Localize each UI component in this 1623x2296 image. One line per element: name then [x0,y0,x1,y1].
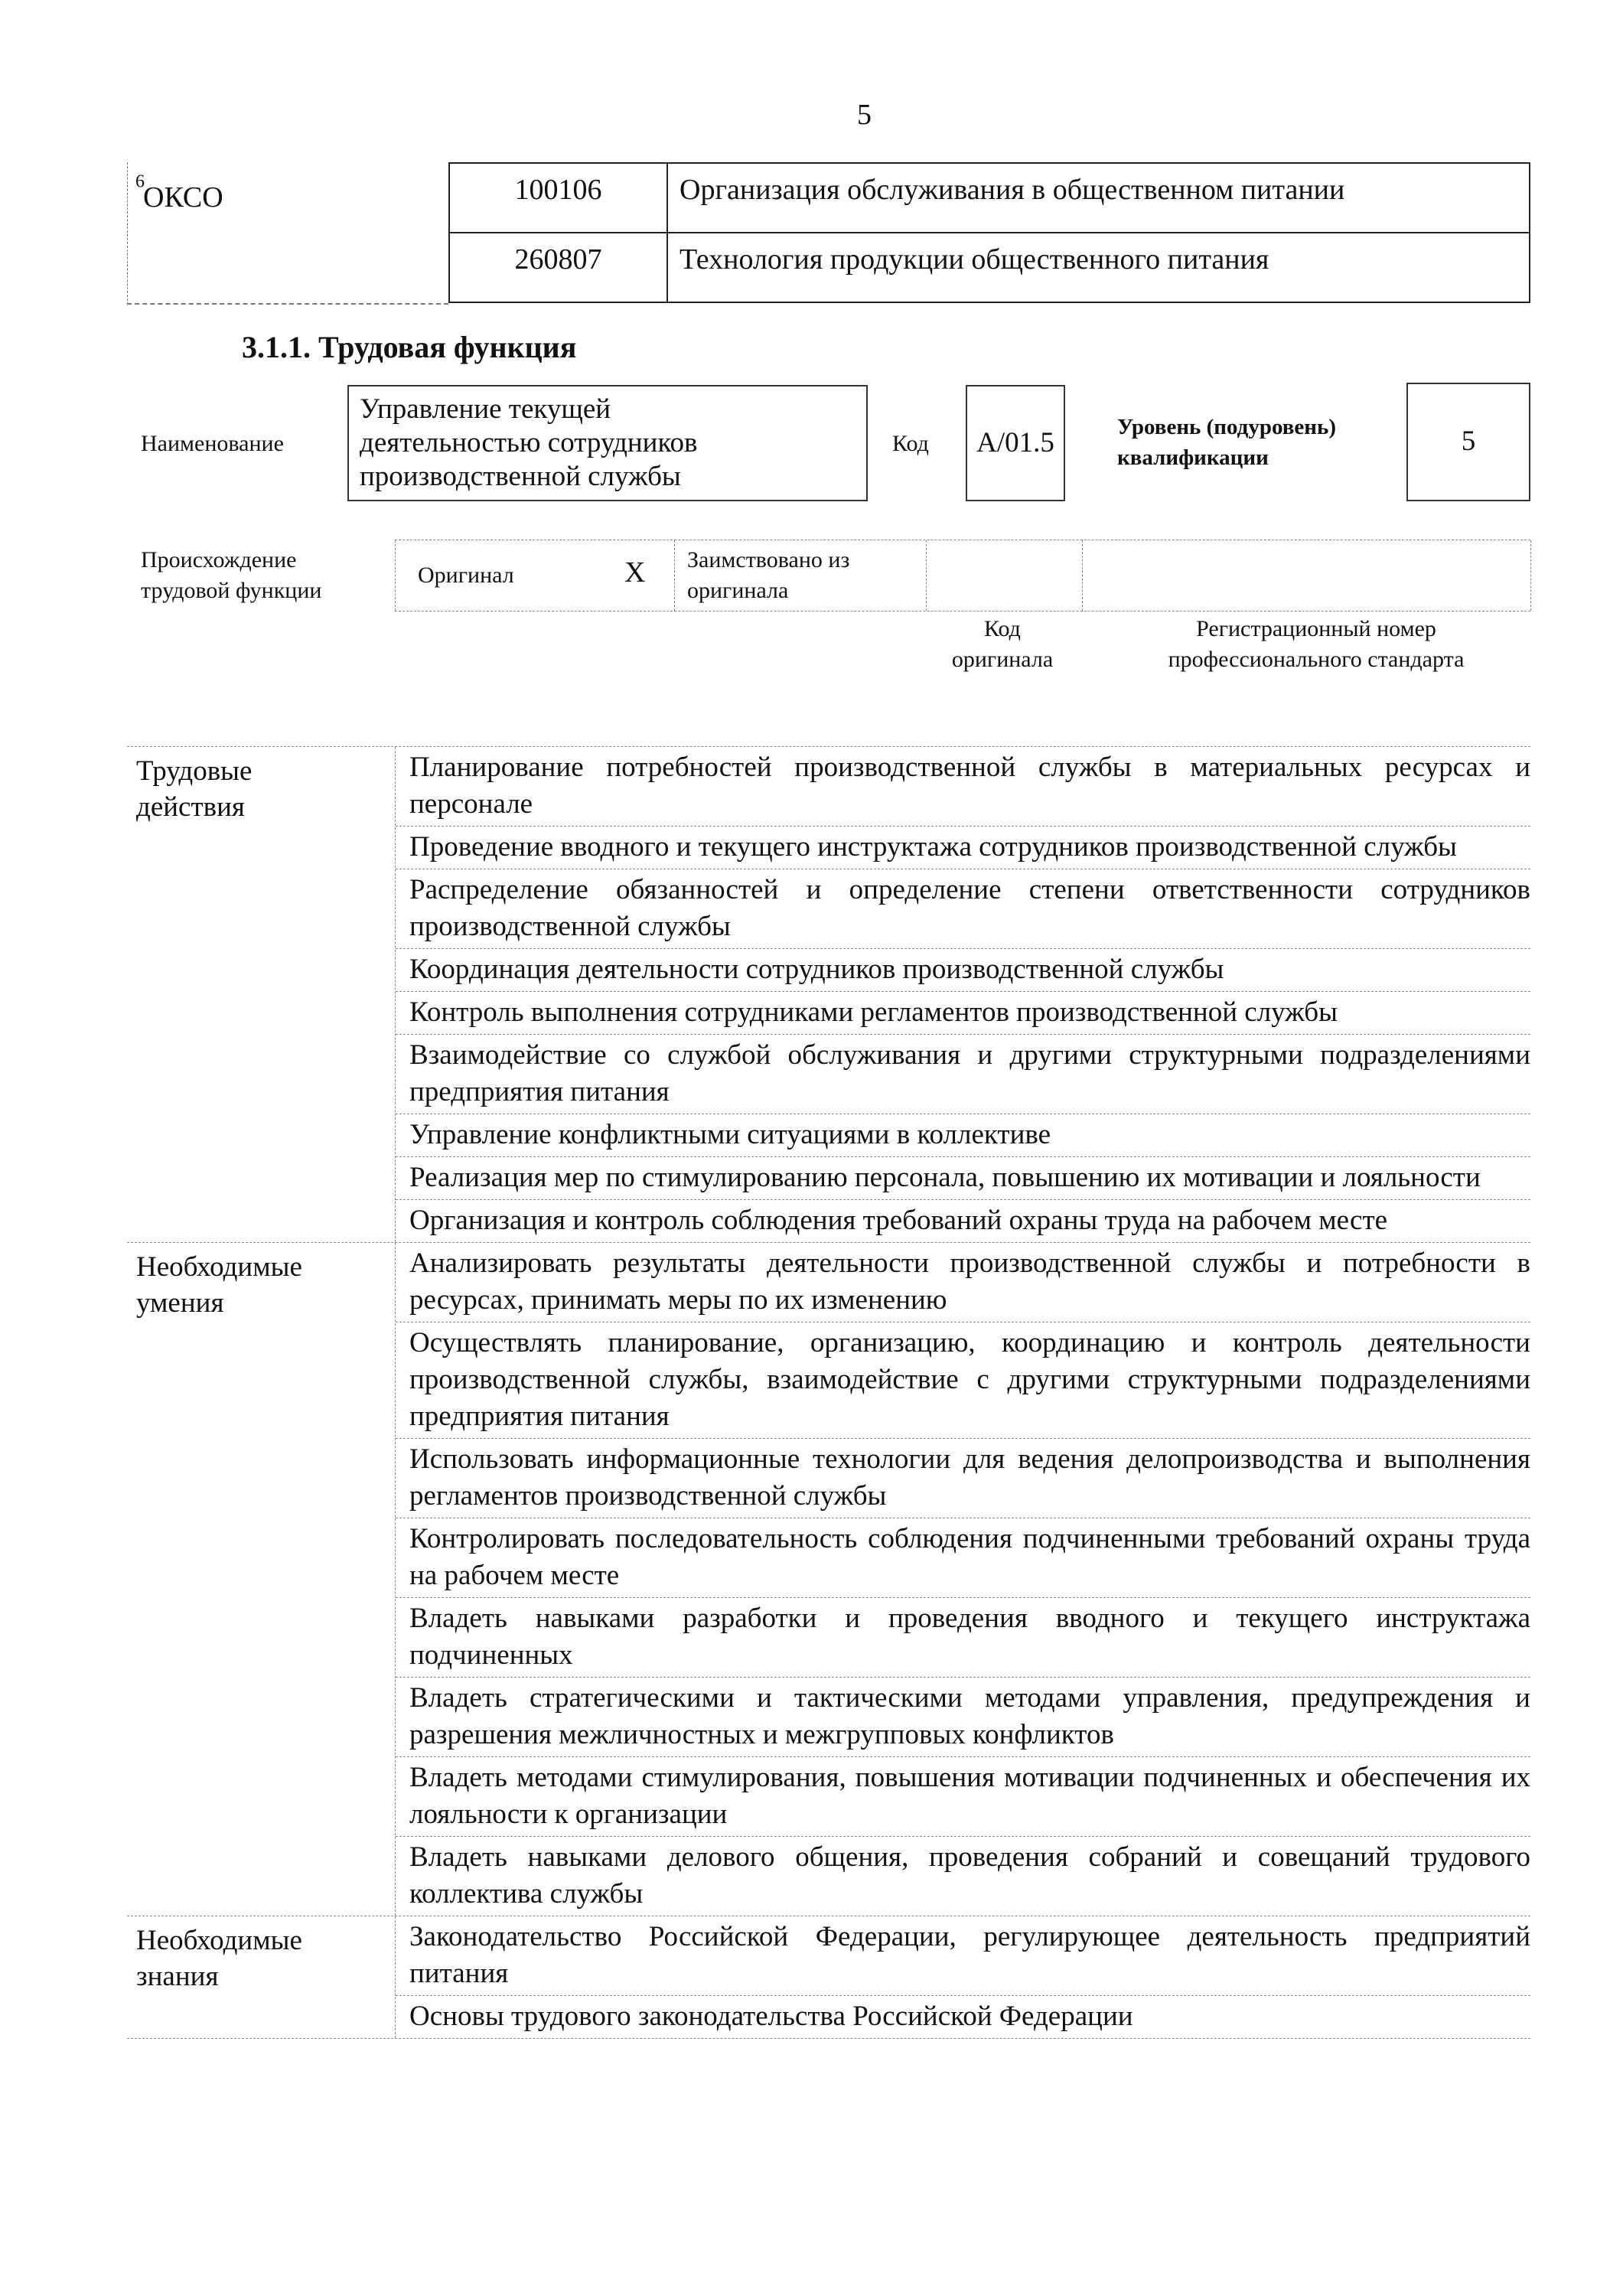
function-name-line: производственной службы [360,461,681,492]
okso-label [135,171,223,214]
group-label-line: Трудовые [136,755,253,787]
group-items [395,747,1530,1242]
group-items [395,1916,1530,2038]
level-label [1117,412,1336,473]
borrowed-label-line: Заимствовано из [687,547,850,572]
name-label: Наименование [141,431,284,456]
group-label [127,1923,380,1994]
skill-item: Владеть навыками делового общения, проведения собраний и совещаний трудового коллектива службы [396,1836,1530,1916]
group-label [127,753,380,825]
caption-line: Регистрационный номер [1196,616,1436,641]
okso-label-cell [127,162,448,305]
page-number: 5 [857,99,872,131]
group-label [127,1249,380,1321]
group-items [395,1243,1530,1916]
group-label-line: умения [136,1287,224,1319]
skill-item: Использовать информационные технологии для ведения делопроизводства и выполнения регламентов производственной службы [396,1438,1530,1518]
function-details-table [127,746,1530,2039]
origin-table [395,540,1530,612]
group-label-line: Необходимые [136,1925,302,1956]
original-label: Оригинал [418,563,514,588]
level-value: 5 [1406,383,1530,501]
okso-code: 100106 [450,164,668,232]
function-name-line: деятельностью сотрудников [360,427,698,458]
skill-item: Владеть методами стимулирования, повышения мотивации подчиненных и обеспечения их лояльности к организации [396,1756,1530,1836]
okso-title: Технология продукции общественного питания [680,243,1269,276]
group-label-line: знания [136,1961,219,1992]
code-original-caption [926,614,1079,675]
skill-item: Владеть стратегическими и тактическими методами управления, предупреждения и разрешения межличностных и межгрупповых конфликтов [396,1677,1530,1756]
okso-row [448,162,1530,233]
function-name-line: Управление текущей [360,393,611,425]
skill-item: Осуществлять планирование, организацию, координацию и контроль деятельности производственной службы, взаимодействие с другими структурными подразделениями предприятия питания [396,1322,1530,1438]
knowledge-item: Законодательство Российской Федерации, регулирующее деятельность предприятий питания [409,1921,1530,1989]
borrowed-label [687,545,849,606]
okso-footnote: 6 [135,171,145,192]
origin-label-line: Происхождение [141,547,297,572]
labor-action-item: Координация деятельности сотрудников производственной службы [396,948,1530,991]
labor-action-item: Организация и контроль соблюдения требований охраны труда на рабочем месте [396,1199,1530,1242]
skill-item: Контролировать последовательность соблюдения подчиненными требований охраны труда на рабочем месте [396,1518,1530,1597]
group-label-line: действия [136,791,245,823]
okso-row [448,232,1530,303]
section-heading: 3.1.1. Трудовая функция [242,330,577,364]
skill-item: Владеть навыками разработки и проведения вводного и текущего инструктажа подчиненных [396,1597,1530,1677]
labor-action-item: Распределение обязанностей и определение степени ответственности сотрудников производственной службы [396,869,1530,948]
labor-action-item: Взаимодействие со службой обслуживания и другими структурными подразделениями предприятия питания [396,1034,1530,1114]
okso-title: Организация обслуживания в общественном питании [680,174,1345,206]
original-mark: X [624,556,646,589]
labor-action-item: Проведение вводного и текущего инструктажа сотрудников производственной службы [396,826,1530,869]
labor-action-item: Управление конфликтными ситуациями в коллективе [396,1114,1530,1156]
caption-line: оригинала [951,647,1054,672]
reg-number-caption [1117,614,1515,675]
knowledge-item: Основы трудового законодательства Российской Федерации [396,1995,1530,2038]
labor-action-item: Планирование потребностей производственной службы в материальных ресурсах и персонале [409,752,1530,820]
group-required-knowledge [127,1916,1530,2038]
okso-label-text: ОКСО [143,181,223,214]
borrowed-label-line: оригинала [687,578,789,603]
code-label: Код [892,431,929,456]
caption-line: профессионального стандарта [1168,647,1465,672]
origin-label-line: трудовой функции [141,578,322,603]
okso-table [127,162,1530,305]
level-label-line: квалификации [1117,445,1269,470]
labor-action-item: Реализация мер по стимулированию персонала, повышению их мотивации и лояльности [396,1156,1530,1199]
labor-action-item: Контроль выполнения сотрудниками регламентов производственной службы [396,991,1530,1034]
group-labor-actions [127,746,1530,1242]
group-label-line: Необходимые [136,1251,302,1283]
table-bottom-border [127,2038,1530,2039]
function-name-box [347,385,868,501]
group-required-skills [127,1242,1530,1916]
okso-code: 260807 [450,233,668,302]
level-label-line: Уровень (подуровень) [1117,415,1336,439]
origin-label [141,545,321,606]
skill-item: Анализировать результаты деятельности производственной службы и потребности в ресурсах, принимать меры по их изменению [409,1247,1530,1316]
caption-line: Код [984,616,1021,641]
code-value: А/01.5 [966,385,1065,501]
